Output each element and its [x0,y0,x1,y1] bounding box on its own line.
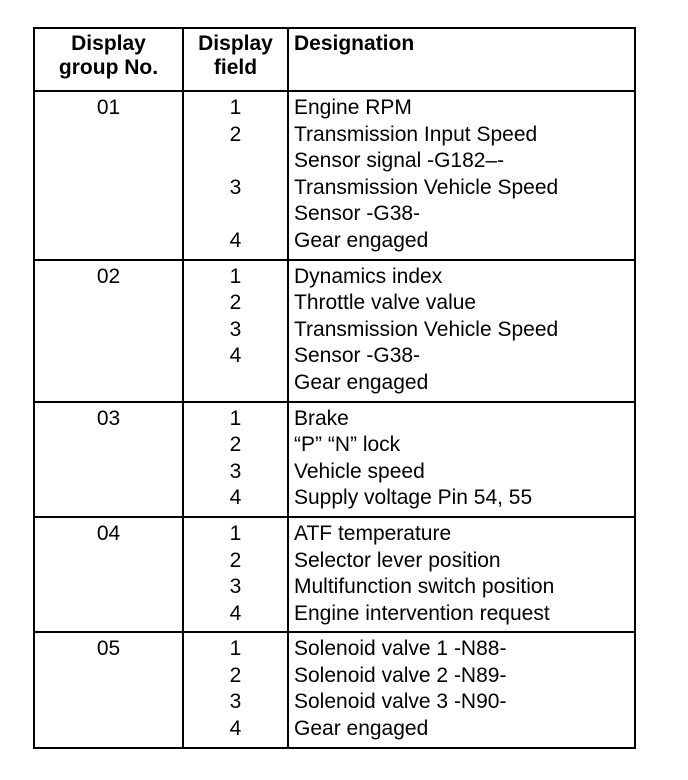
display-field-cell [183,632,288,747]
display-field-number: 4 [229,717,242,741]
header-designation: Designation [288,28,635,91]
designation-line: Gear engaged [294,370,429,394]
display-group-number: 02 [34,260,183,402]
designation-line: Sensor -G38- [294,202,421,226]
designation-cell [288,632,635,747]
display-group-number: 03 [34,402,183,517]
designation-line: Brake [294,406,349,430]
display-group-table [33,27,636,749]
display-field-cell [183,517,288,632]
table-row [34,402,635,517]
designation-line: Engine RPM [294,96,412,119]
display-field-number: 1 [229,406,242,430]
designation-line: Vehicle speed [294,459,425,483]
designation-line: Multifunction switch position [294,575,555,599]
display-field-number: 4 [229,601,242,625]
designation-line: Transmission Input Speed [294,122,538,146]
designation-line: Supply voltage Pin 54, 55 [294,486,533,510]
header-row [34,28,635,91]
designation-line: Solenoid valve 3 -N90- [294,690,507,714]
designation-line: Dynamics index [294,264,443,288]
display-field-number: 1 [229,96,242,119]
designation-line: Selector lever position [294,548,501,572]
display-field-number: 1 [229,637,242,661]
display-field-number: 3 [229,175,242,199]
display-field-number: 1 [229,521,242,545]
display-field-number: 3 [229,459,242,483]
header-field-line1: Display [198,32,273,55]
designation-line: Solenoid valve 2 -N89- [294,663,507,687]
display-field-number: 2 [229,663,242,687]
table-row [34,91,635,260]
header-field-line2: field [213,56,258,79]
designation-line: Transmission Vehicle Speed [294,175,559,199]
display-field-cell [183,260,288,402]
display-field-number: 2 [229,548,242,572]
display-field-number [184,201,287,228]
designation-line: Sensor signal -G182–- [294,149,505,173]
display-field-number: 2 [229,433,242,457]
display-field-number: 3 [229,575,242,599]
designation-line: Gear engaged [294,717,429,741]
header-group-line2: group No. [58,56,159,79]
display-group-number: 01 [34,91,183,260]
header-display-field [183,28,288,91]
display-field-cell [183,402,288,517]
header-display-group-no [34,28,183,91]
display-field-number [184,370,287,397]
table-body [34,91,635,748]
designation-line: Throttle valve value [294,291,477,315]
table-row [34,517,635,632]
display-field-number: 2 [229,291,242,315]
display-field-number: 3 [229,317,242,341]
designation-line: Engine intervention request [294,601,550,625]
designation-line: Sensor -G38- [294,344,421,368]
designation-cell [288,517,635,632]
display-group-number: 04 [34,517,183,632]
display-field-number: 3 [229,690,242,714]
display-field-number: 2 [229,122,242,146]
designation-line: “P” “N” lock [294,433,401,457]
display-field-cell [183,91,288,260]
designation-line: Transmission Vehicle Speed [294,317,559,341]
table-row [34,632,635,747]
display-field-number: 1 [229,264,242,288]
display-field-number: 4 [229,486,242,510]
display-field-number: 4 [229,228,242,252]
display-field-number [184,148,287,175]
header-group-line1: Display [71,32,146,55]
designation-cell [288,260,635,402]
designation-line: ATF temperature [294,521,452,545]
designation-cell [288,91,635,260]
table-row [34,260,635,402]
display-field-number: 4 [229,344,242,368]
designation-cell [288,402,635,517]
display-group-number: 05 [34,632,183,747]
designation-line: Gear engaged [294,228,429,252]
designation-line: Solenoid valve 1 -N88- [294,637,507,661]
